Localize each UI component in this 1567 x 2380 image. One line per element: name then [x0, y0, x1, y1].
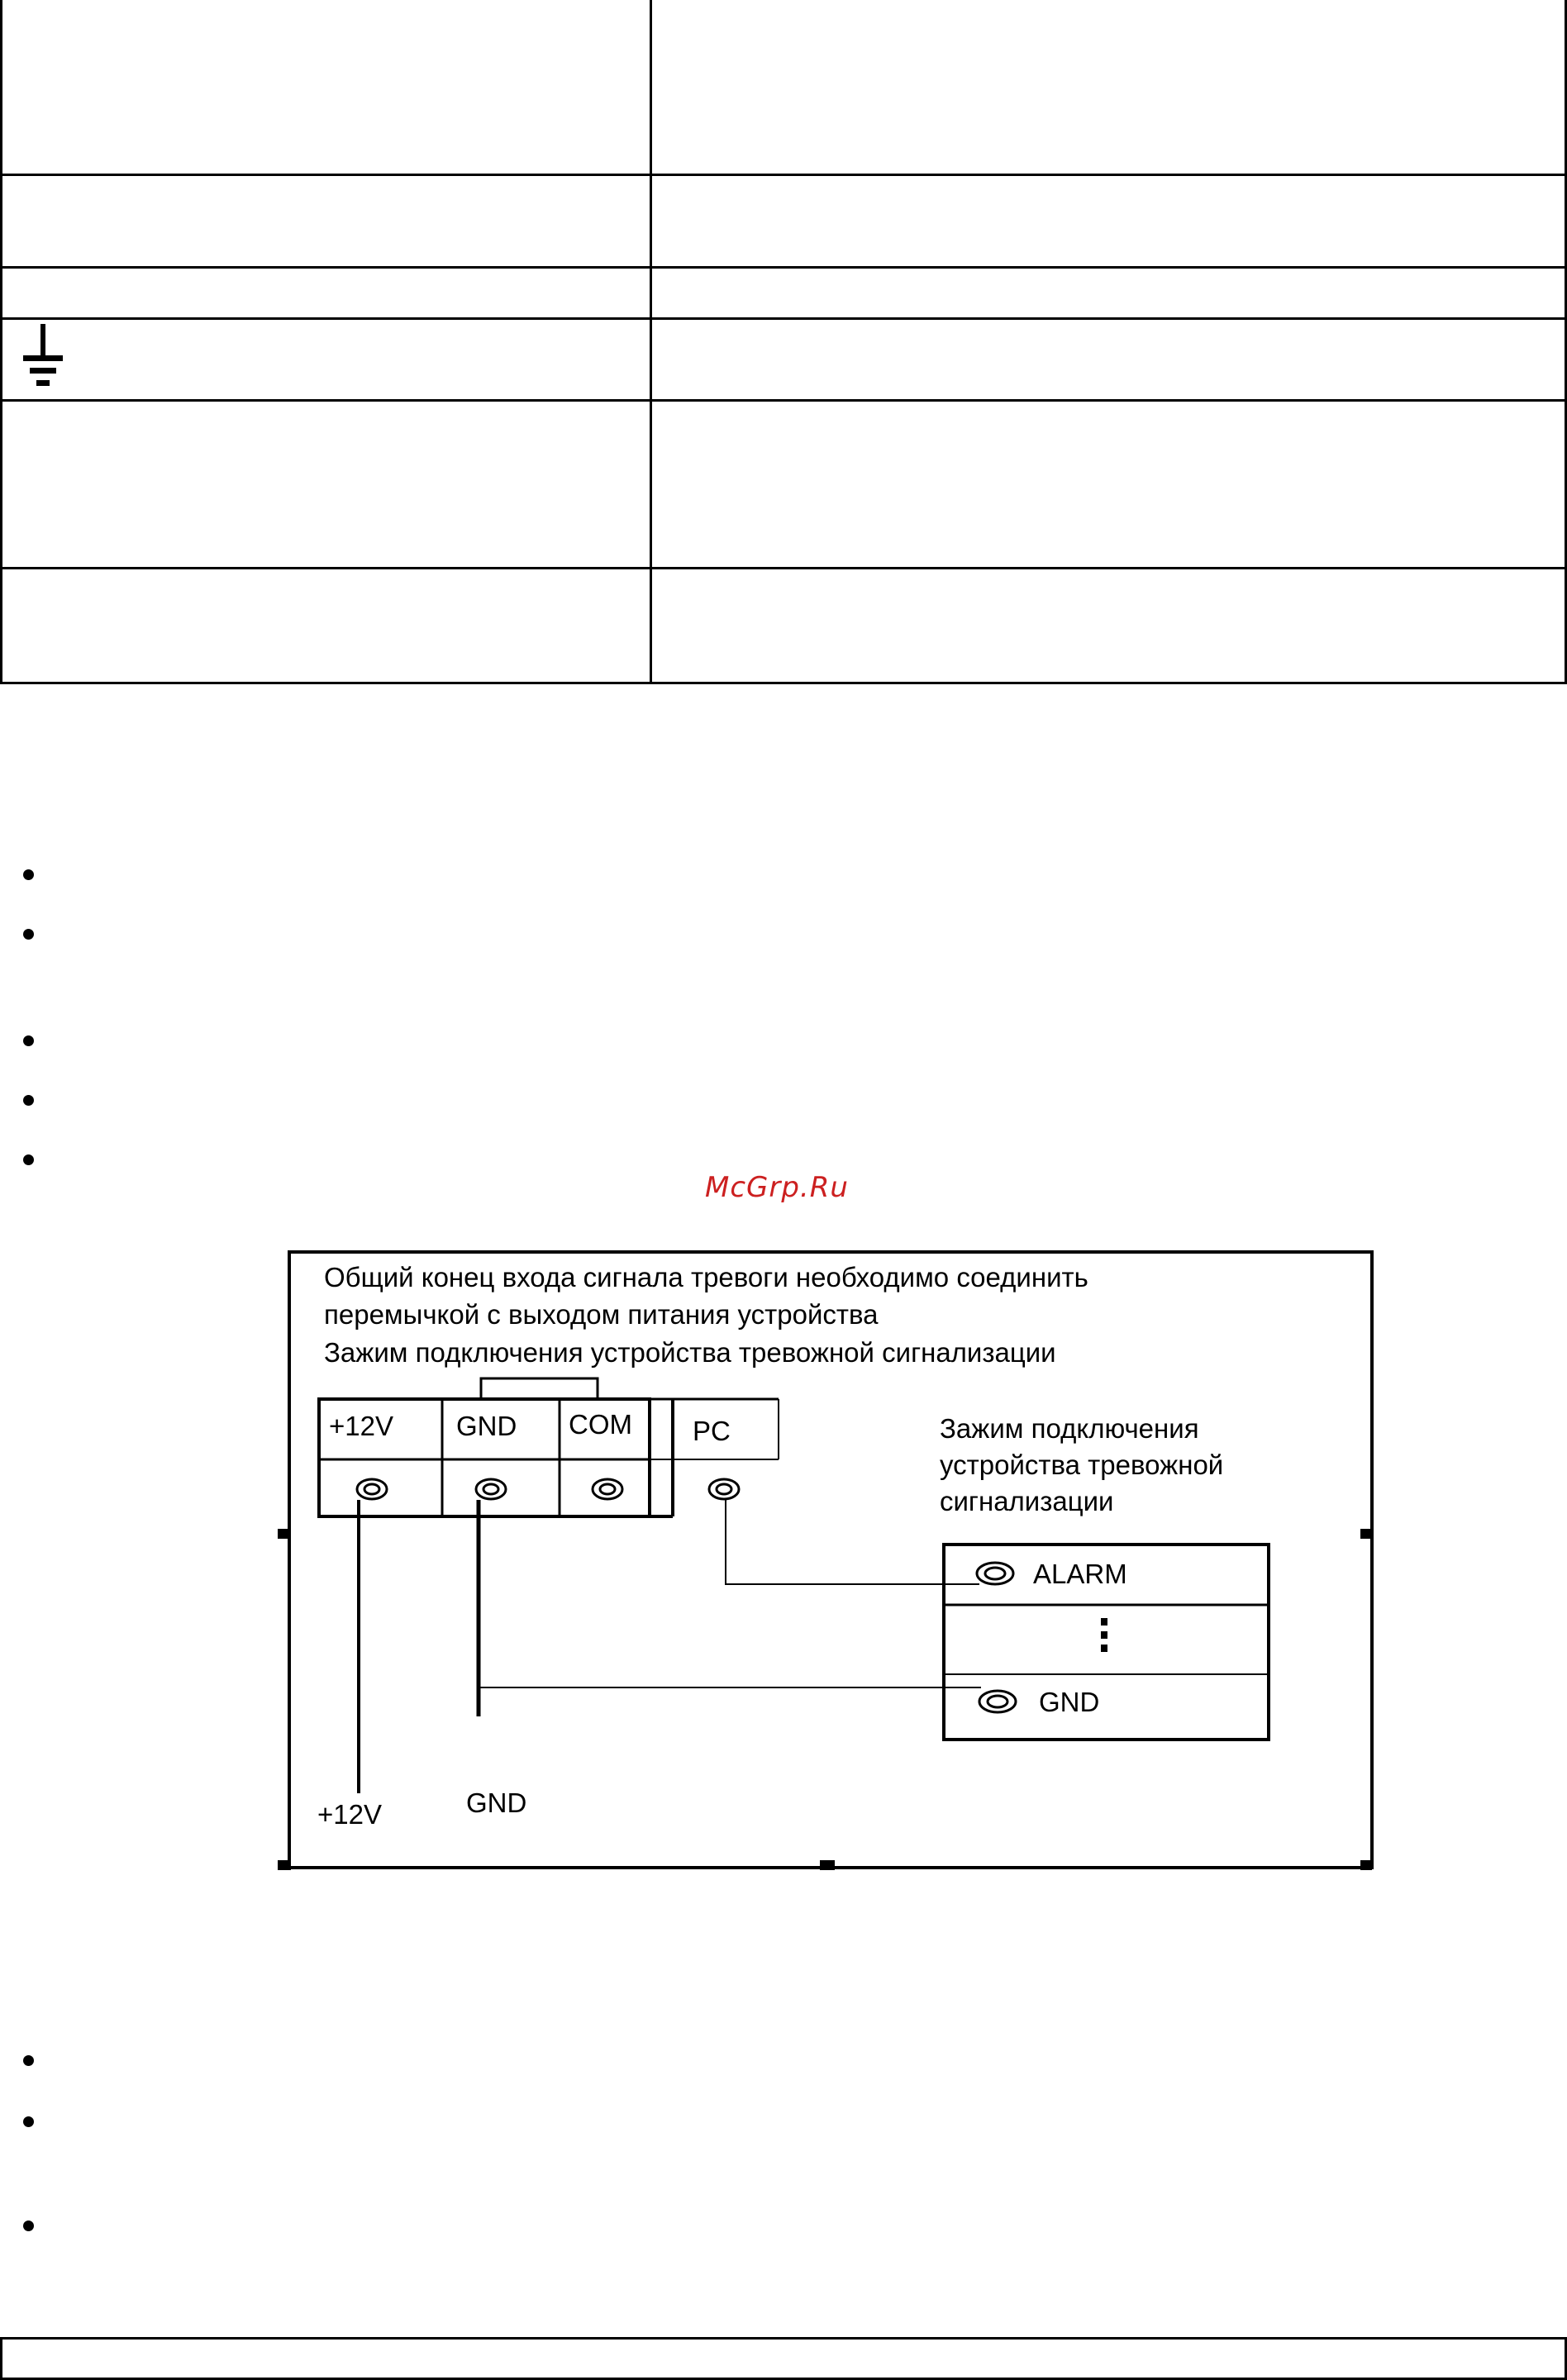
diagram-note-line2: перемычкой с выходом питания устройства: [324, 1299, 879, 1330]
bottom-12v-label: +12V: [317, 1799, 382, 1830]
device-gnd-screw-icon: [979, 1691, 1016, 1712]
terminal-screw-icon: [357, 1479, 387, 1499]
watermark: McGrp.Ru: [705, 1171, 849, 1204]
list-bullet: [23, 1095, 34, 1106]
frame-handle: [1360, 1860, 1372, 1870]
table-row-divider: [0, 682, 1567, 684]
jumper-bracket: [481, 1378, 598, 1401]
frame-handle: [1360, 1529, 1372, 1539]
list-bullet: [23, 1035, 34, 1046]
list-bullet: [23, 869, 34, 880]
bottom-gnd-label: GND: [466, 1787, 527, 1818]
spec-table: [0, 0, 1567, 684]
diagram-note-line1: Общий конец входа сигнала тревоги необходимо соединить: [324, 1262, 1088, 1292]
table-row-divider: [0, 174, 1567, 176]
terminal-label-12v: +12V: [329, 1411, 393, 1441]
diagram-note-line3: Зажим подключения устройства тревожной сигнализации: [324, 1337, 1056, 1368]
device-label-line1: Зажим подключения: [940, 1413, 1199, 1444]
terminal-screw-icon: [476, 1479, 506, 1499]
alarm-wiring-diagram: [273, 1244, 1380, 1872]
table-column-divider: [650, 0, 652, 684]
terminal-screw-icon: [593, 1479, 622, 1499]
list-bullet: [23, 1154, 34, 1165]
list-bullet: [23, 2221, 34, 2231]
list-bullet: [23, 929, 34, 940]
alarm-terminal-label: ALARM: [1033, 1559, 1127, 1589]
frame-handle: [278, 1529, 289, 1539]
list-bullet: [23, 2055, 34, 2066]
device-label-line3: сигнализации: [940, 1486, 1114, 1516]
device-gnd-label: GND: [1039, 1687, 1100, 1717]
terminal-label-pc: PC: [693, 1416, 731, 1446]
list-bullet: [23, 2116, 34, 2127]
table-row-divider: [0, 567, 1567, 569]
device-label-line2: устройства тревожной: [940, 1449, 1224, 1480]
frame-handle: [278, 1860, 291, 1870]
vertical-ellipsis-icon: [1101, 1618, 1107, 1652]
table-row-divider: [0, 317, 1567, 320]
ground-symbol-icon: [23, 324, 63, 388]
table-left-border: [0, 0, 2, 684]
terminal-label-com: COM: [569, 1409, 632, 1440]
footer-box: [0, 2337, 1567, 2380]
table-row-divider: [0, 266, 1567, 269]
frame-handle: [820, 1860, 835, 1870]
table-row-divider: [0, 399, 1567, 402]
terminal-label-gnd: GND: [456, 1411, 517, 1441]
terminal-screw-icon: [709, 1479, 739, 1499]
alarm-screw-icon: [977, 1563, 1013, 1584]
